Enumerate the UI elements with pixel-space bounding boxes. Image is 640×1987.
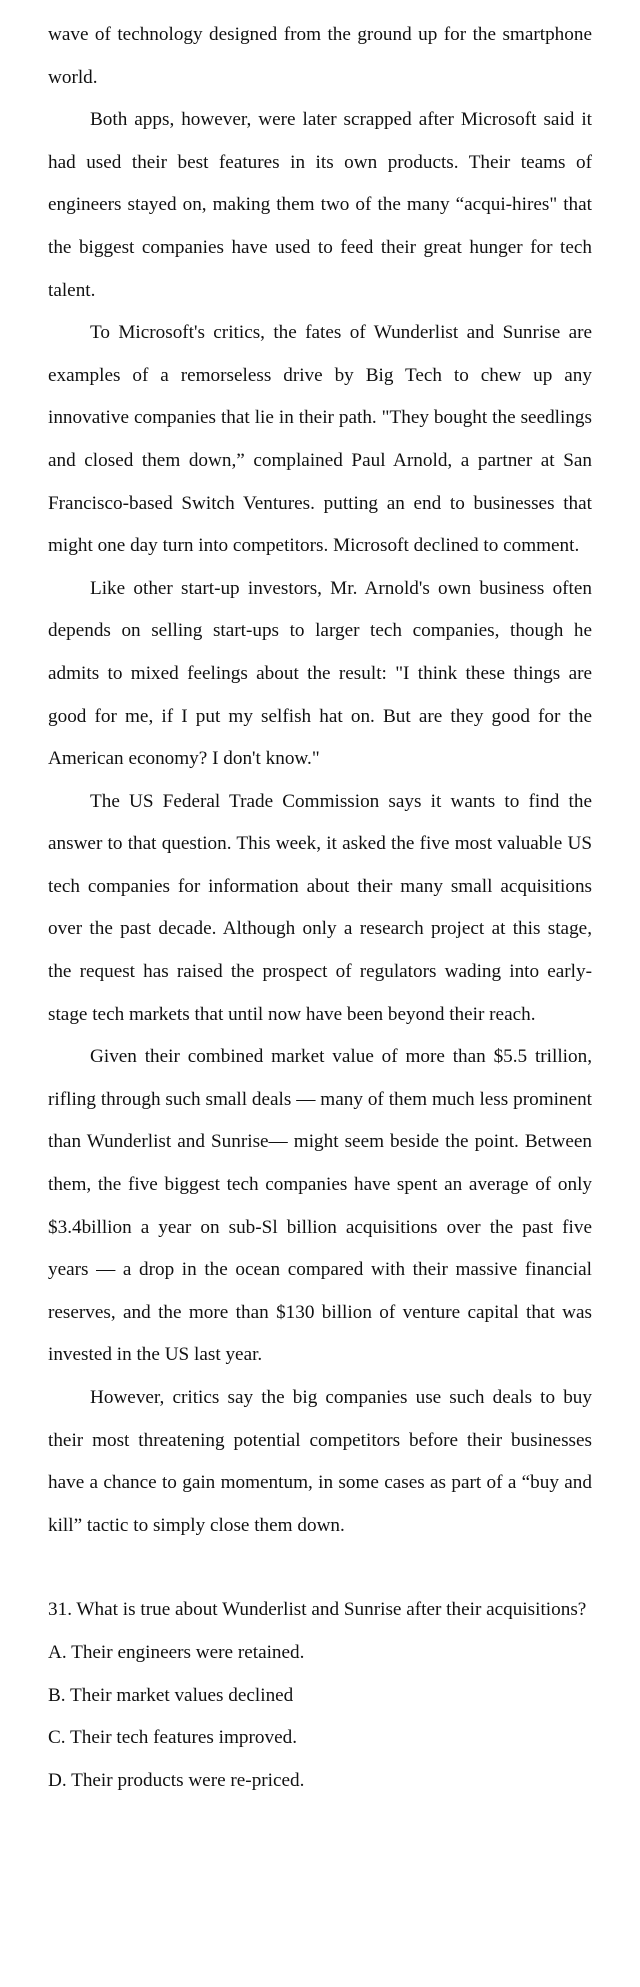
answer-option-b: B. Their market values declined <box>48 1684 294 1706</box>
article-paragraph: Both apps, however, were later scrapped after Microsoft said it had used their best features in its own products. Their teams of engineers stayed on, making them two of the many “acqui-hires" that the biggest companies have used to feed their great hunger for tech talent. <box>48 109 592 301</box>
document-page <box>48 14 592 1802</box>
answer-option-a: A. Their engineers were retained. <box>48 1641 305 1663</box>
article-paragraph: Given their combined market value of more than $5.5 trillion, rifling through such small deals — many of them much less prominent than Wunderlist and Sunrise— might seem beside the point. Between them, the five biggest tech companies have spent an average of only $3.4billion a year on sub-Sl billion acquisitions over the past five years — a drop in the ocean compared with their massive financial reserves, and the more than $130 billion of venture capital that was invested in the US last year. <box>48 1046 592 1366</box>
article-paragraph: To Microsoft's critics, the fates of Wunderlist and Sunrise are examples of a remorseless drive by Big Tech to chew up any innovative companies that lie in their path. "They bought the seedlings and closed them down,” complained Paul Arnold, a partner at San Francisco-based Switch Ventures. putting an end to businesses that might one day turn into competitors. Microsoft declined to comment. <box>48 322 592 557</box>
question-block <box>48 1589 592 1802</box>
question-stem: 31. What is true about Wunderlist and Sunrise after their acquisitions? <box>48 1599 587 1621</box>
article-body <box>48 14 592 1547</box>
section-spacer <box>48 1547 592 1589</box>
article-paragraph: wave of technology designed from the ground up for the smartphone world. <box>48 24 592 88</box>
article-paragraph: The US Federal Trade Commission says it wants to find the answer to that question. This week, it asked the five most valuable US tech companies for information about their many small acquisitions over the past decade. Although only a research project at this stage, the request has raised the prospect of regulators wading into early-stage tech markets that until now have been beyond their reach. <box>48 790 592 1025</box>
article-paragraph: Like other start-up investors, Mr. Arnold's own business often depends on selling start-ups to larger tech companies, though he admits to mixed feelings about the result: "I think these things are good for me, if I put my selfish hat on. But are they good for the American economy? I don't know." <box>48 577 592 770</box>
answer-option-c: C. Their tech features improved. <box>48 1727 297 1749</box>
answer-option-d: D. Their products were re-priced. <box>48 1769 305 1791</box>
article-paragraph: However, critics say the big companies use such deals to buy their most threatening potential competitors before their businesses have a chance to gain momentum, in some cases as part of a “buy and kill” tactic to simply close them down. <box>48 1387 592 1536</box>
